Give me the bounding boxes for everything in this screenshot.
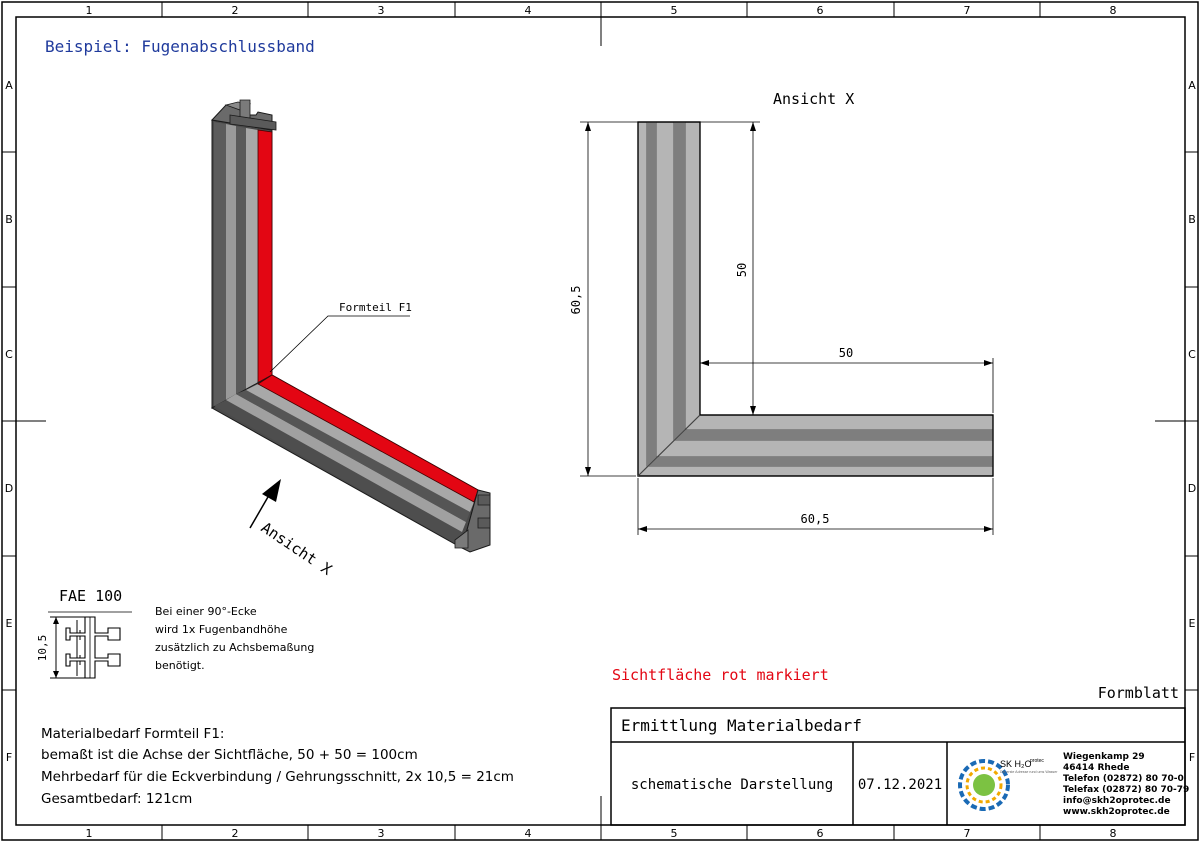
column-label: 6 <box>816 827 824 840</box>
column-label: 5 <box>670 4 678 17</box>
dim-width-inner: 50 <box>838 346 854 360</box>
row-label: C <box>1188 348 1196 361</box>
row-label: A <box>5 79 13 92</box>
address-line: 46414 Rhede <box>1063 763 1130 773</box>
row-label: D <box>1187 482 1197 495</box>
material-line: bemaßt ist die Achse der Sichtfläche, 50 + 50 = 100cm <box>41 747 418 763</box>
visible-face-note: Sichtfläche rot markiert <box>612 666 829 684</box>
profile-note-line: benötigt. <box>155 659 205 672</box>
view-x <box>569 90 993 535</box>
column-label: 4 <box>524 4 532 17</box>
column-label: 2 <box>231 4 239 17</box>
part-label: Formteil F1 <box>339 301 412 314</box>
row-label: A <box>1188 79 1196 92</box>
drawing-frame <box>2 2 1198 840</box>
row-label: F <box>5 751 13 764</box>
row-label: E <box>5 617 13 630</box>
profile-note-line: zusätzlich zu Achsbemaßung <box>155 641 315 654</box>
material-requirements <box>41 726 514 807</box>
title-block-date: 07.12.2021 <box>857 777 943 793</box>
column-label: 6 <box>816 4 824 17</box>
column-label: 5 <box>670 827 678 840</box>
profile-note-line: wird 1x Fugenbandhöhe <box>155 623 288 636</box>
column-label: 7 <box>963 827 971 840</box>
form-label: Formblatt <box>1097 684 1179 702</box>
logo-superscript: protec <box>1030 758 1044 764</box>
logo-text: SK H₂O <box>1000 759 1032 769</box>
material-line: Materialbedarf Formteil F1: <box>41 726 225 742</box>
column-label: 7 <box>963 4 971 17</box>
address-line: Wiegenkamp 29 <box>1063 752 1145 762</box>
column-label: 2 <box>231 827 239 840</box>
column-label: 4 <box>524 827 532 840</box>
column-label: 1 <box>85 4 93 17</box>
logo-tagline: Die erste Adresse rund ums Wasser <box>1000 770 1058 774</box>
profile-section <box>36 587 314 678</box>
dim-width-outer: 60,5 <box>800 512 830 526</box>
view-x-title: Ansicht X <box>773 90 855 108</box>
profile-note-line: Bei einer 90°-Ecke <box>155 605 257 618</box>
address-line: Telefax (02872) 80 70-79 <box>1063 785 1190 795</box>
material-line: Gesamtbedarf: 121cm <box>41 791 193 807</box>
material-line: Mehrbedarf für die Eckverbindung / Gehrungsschnitt, 2x 10,5 = 21cm <box>41 769 514 785</box>
address-line: Telefon (02872) 80 70-0 <box>1063 774 1184 784</box>
row-label: B <box>1188 213 1196 226</box>
row-label: F <box>1188 751 1196 764</box>
profile-dim: 10,5 <box>36 634 49 662</box>
frame-labels <box>5 4 1196 840</box>
column-label: 3 <box>377 4 385 17</box>
view-arrow-label: Ansicht X <box>257 518 336 579</box>
title-block-description: schematische Darstellung <box>630 777 834 793</box>
dim-height-inner: 50 <box>735 262 749 278</box>
dim-height-outer: 60,5 <box>569 285 583 315</box>
title-block <box>611 684 1189 825</box>
isometric-view <box>212 100 490 579</box>
company-logo-icon <box>960 758 1058 809</box>
title-block-heading: Ermittlung Materialbedarf <box>621 716 862 735</box>
column-label: 8 <box>1109 4 1117 17</box>
drawing-title: Beispiel: Fugenabschlussband <box>45 37 315 56</box>
column-label: 3 <box>377 827 385 840</box>
profile-name: FAE 100 <box>59 587 123 605</box>
row-label: C <box>5 348 13 361</box>
row-label: D <box>4 482 14 495</box>
row-label: E <box>1188 617 1196 630</box>
column-label: 1 <box>85 827 93 840</box>
row-label: B <box>5 213 13 226</box>
column-label: 8 <box>1109 827 1117 840</box>
address-line: info@skh2oprotec.de <box>1063 796 1171 806</box>
address-line: www.skh2oprotec.de <box>1063 807 1170 817</box>
